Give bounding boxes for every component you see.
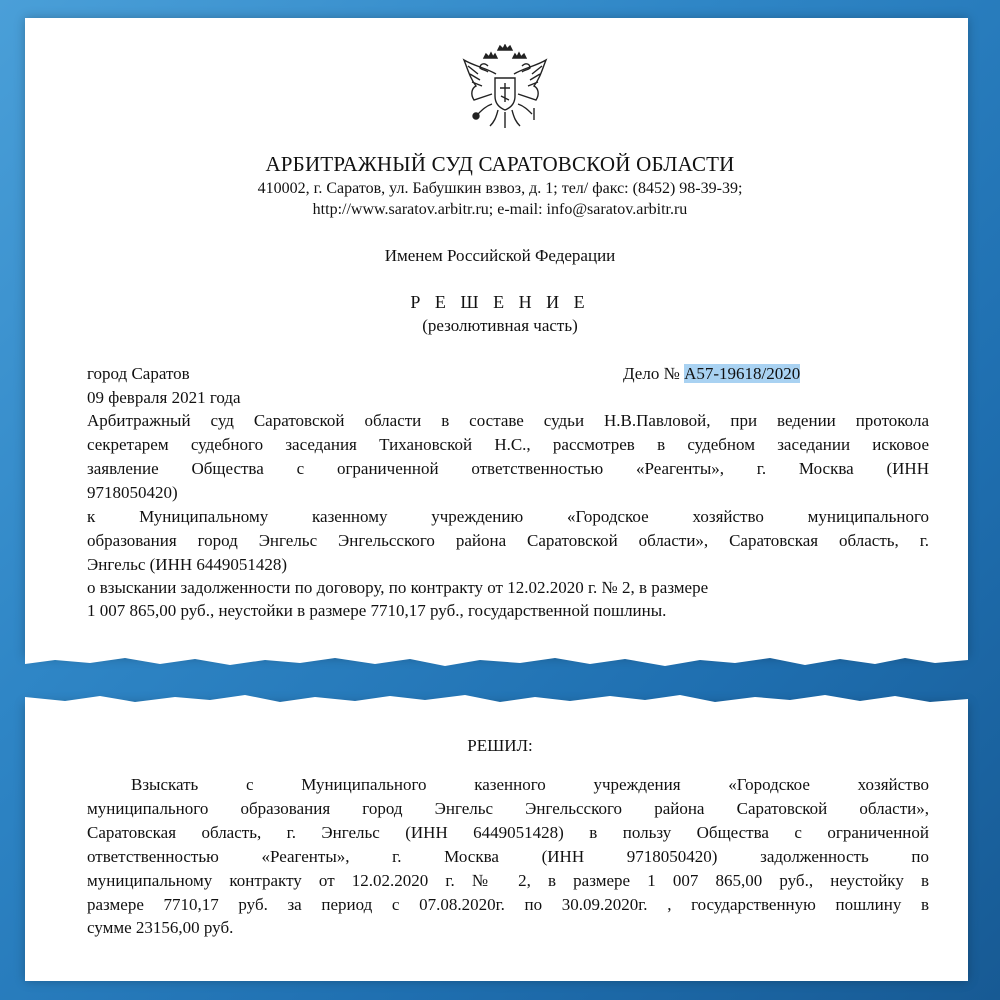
intro-line: к Муниципальному казенному учреждению «Городское хозяйство муниципального — [87, 507, 929, 526]
intro-line: о взыскании задолженности по договору, по контракту от 12.02.2020 г. № 2, в размере — [87, 578, 709, 597]
resolution-line: сумме 23156,00 руб. — [87, 918, 234, 937]
intro-line: Арбитражный суд Саратовской области в составе судьи Н.В.Павловой, при ведении протокола — [87, 411, 929, 430]
in-the-name-line: Именем Российской Федерации — [384, 246, 616, 265]
double-headed-eagle-emblem-icon — [458, 44, 552, 132]
court-name: АРБИТРАЖНЫЙ СУД САРАТОВСКОЙ ОБЛАСТИ — [265, 152, 735, 176]
intro-line: 9718050420) — [87, 483, 178, 502]
resolution-line: Саратовская область, г. Энгельс (ИНН 6449051428) в пользу Общества с ограниченной — [87, 823, 929, 842]
resolution-line: размере 7710,17 руб. за период с 07.08.2020г. по 30.09.2020г. , государственную пошлину в — [87, 895, 929, 914]
date-line: 09 февраля 2021 года — [87, 388, 241, 407]
decision-title: Р Е Ш Е Н И Е — [410, 292, 590, 312]
torn-edge-bottom — [25, 691, 968, 713]
court-contacts: http://www.saratov.arbitr.ru; e-mail: info@saratov.arbitr.ru — [312, 201, 688, 218]
city-line: город Саратов — [87, 364, 190, 383]
resolution-line: Взыскать с Муниципального казенного учреждения «Городское хозяйство — [131, 775, 929, 794]
resolution-line: муниципального образования город Энгельс Энгельсского района Саратовской области», — [87, 799, 929, 818]
intro-line: секретарем судебного заседания Тихановской Н.С., рассмотрев в судебном заседании исковое — [87, 435, 929, 454]
case-label: Дело № — [623, 364, 685, 383]
resolution-line: ответственностью «Реагенты», г. Москва (ИНН 9718050420) задолженность по — [87, 847, 929, 866]
court-address: 410002, г. Саратов, ул. Бабушкин взвоз, д. 1; тел/ факс: (8452) 98-39-39; — [257, 180, 743, 197]
resolution-line: муниципальному контракту от 12.02.2020 г. № 2, в размере 1 007 865,00 руб., неустойку в — [87, 871, 929, 890]
case-number: А57-19618/2020 — [684, 364, 801, 383]
resolved-title: РЕШИЛ: — [467, 736, 533, 755]
intro-line: Энгельс (ИНН 6449051428) — [87, 555, 288, 574]
decision-subtitle: (резолютивная часть) — [422, 316, 578, 335]
intro-line: образования город Энгельс Энгельсского района Саратовской области», Саратовская область, г. — [87, 531, 929, 550]
case-number-line — [623, 364, 800, 384]
intro-line: 1 007 865,00 руб., неустойки в размере 7710,17 руб., государственной пошлины. — [87, 601, 667, 620]
intro-line: заявление Общества с ограниченной ответственностью «Реагенты», г. Москва (ИНН — [87, 459, 929, 478]
torn-edge-top — [25, 648, 968, 670]
